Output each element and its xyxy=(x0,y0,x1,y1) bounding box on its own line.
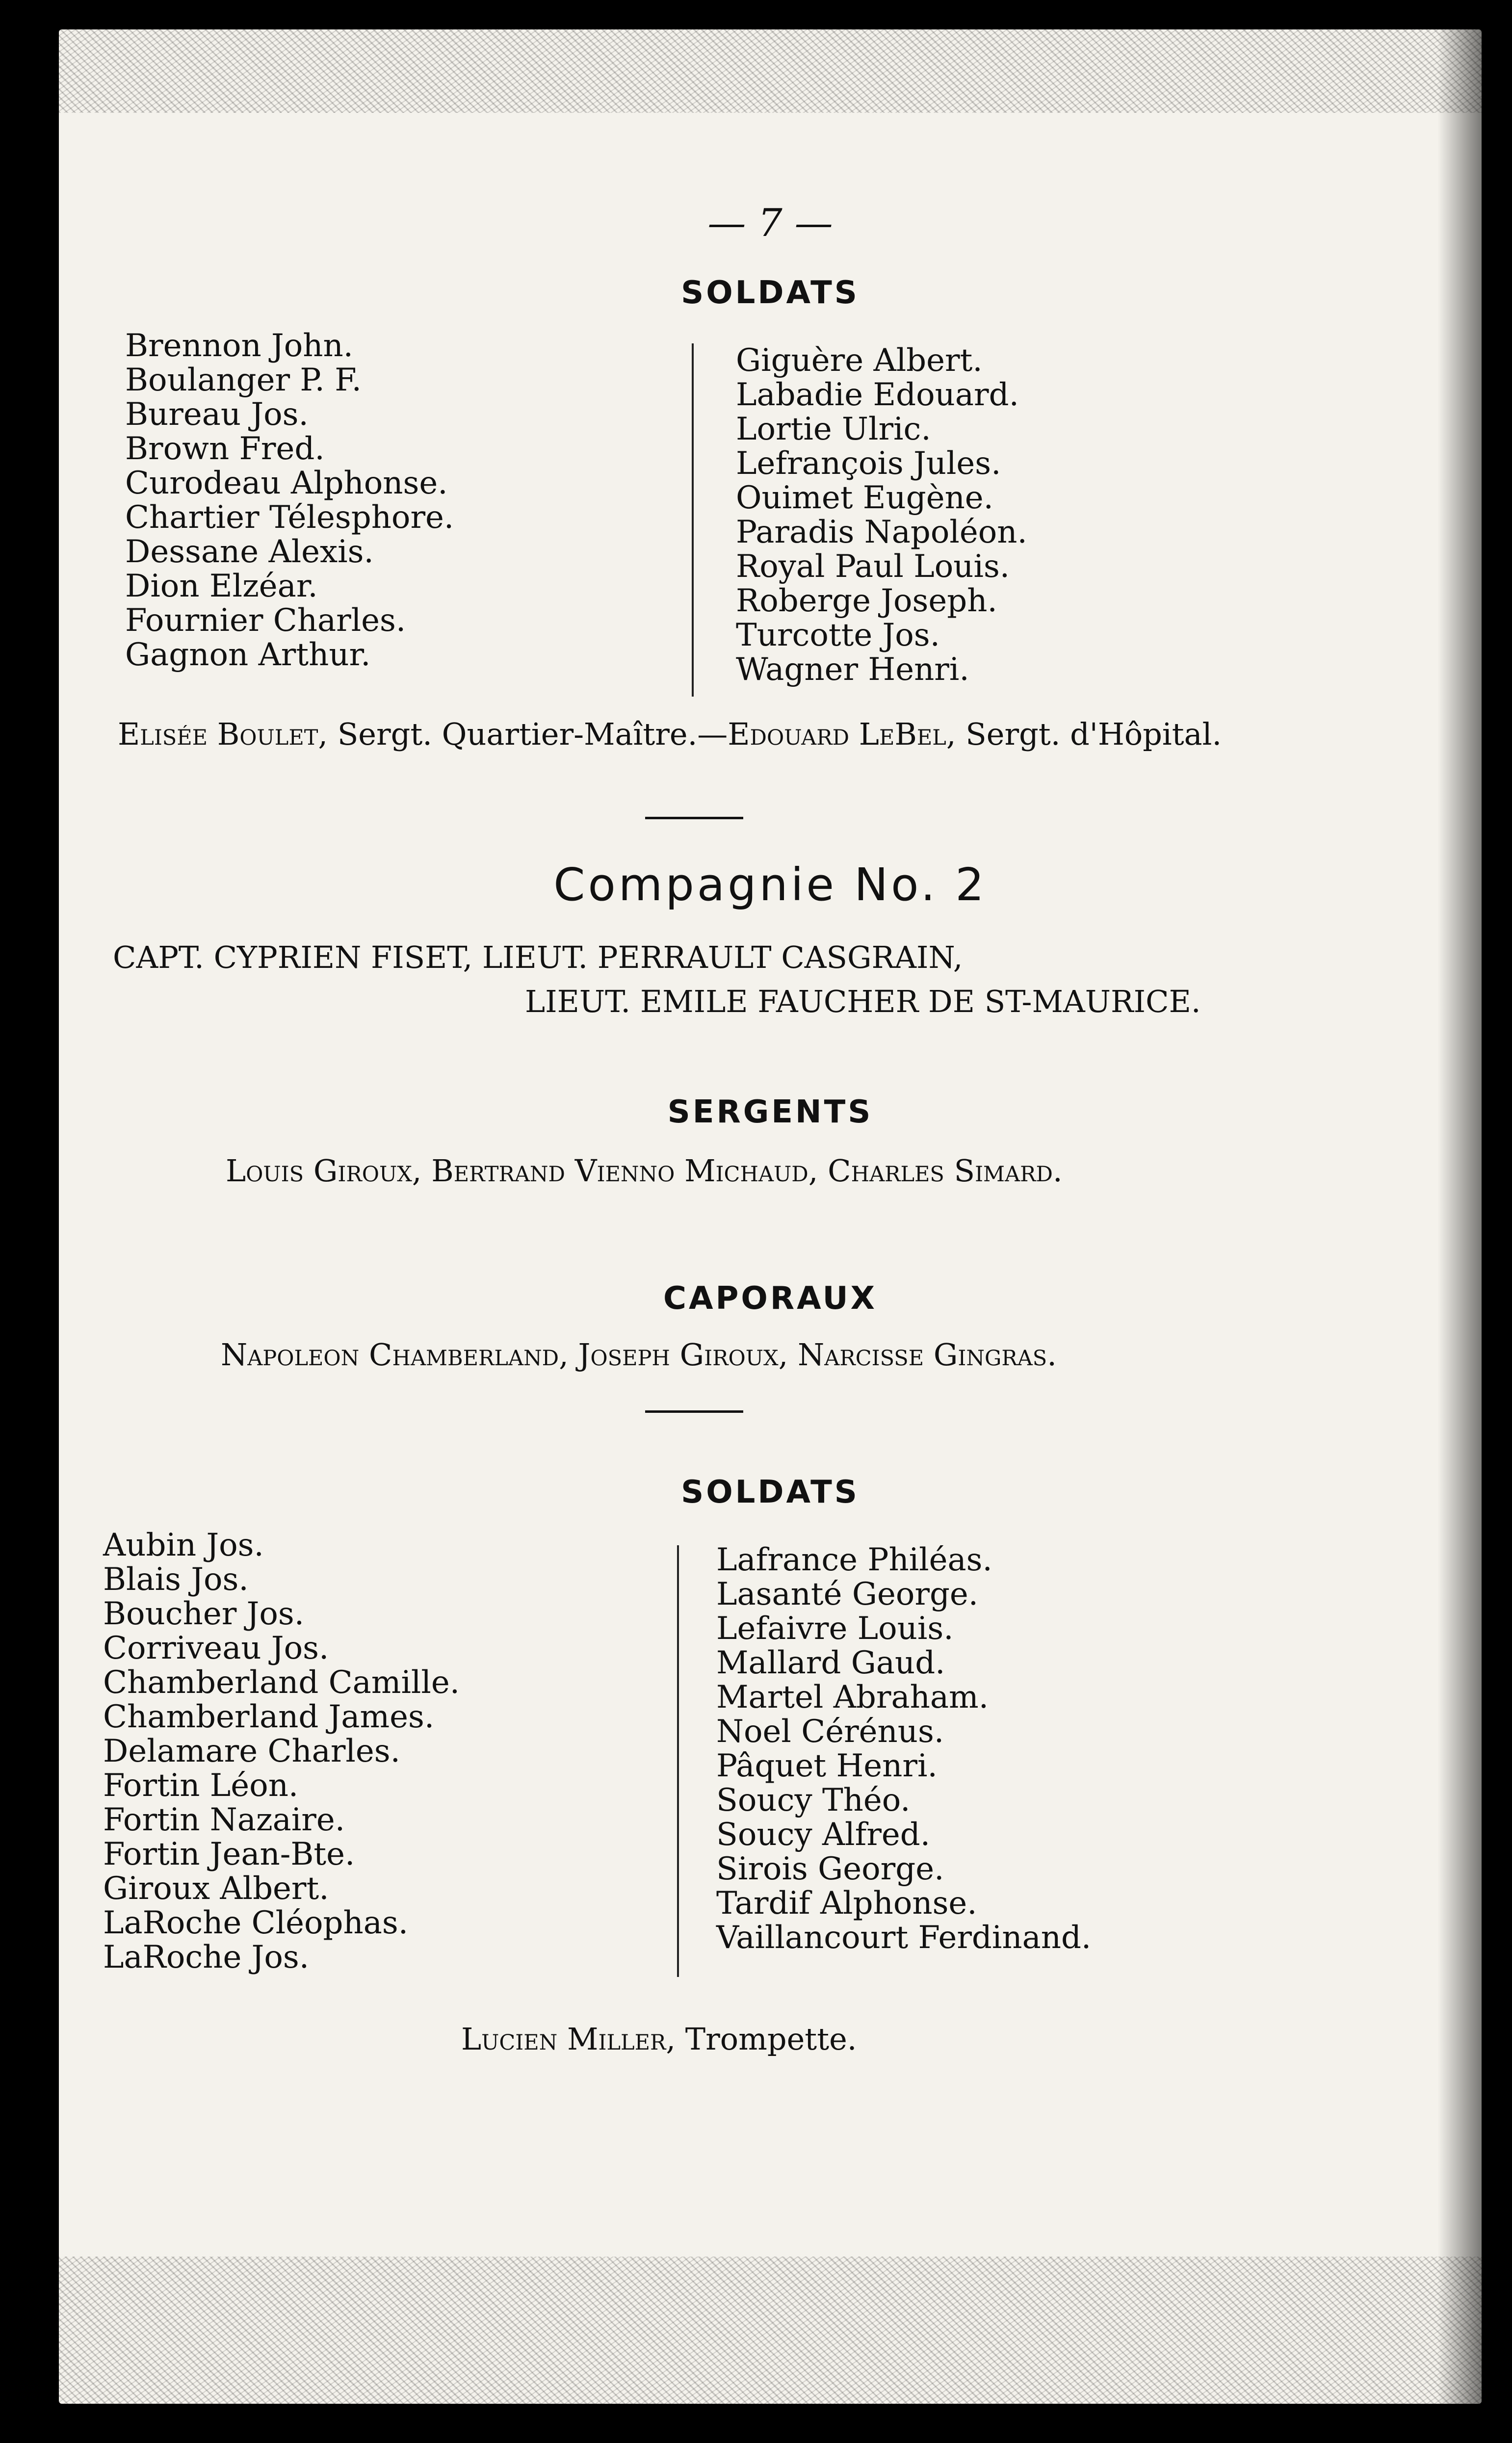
list-item: Chamberland James. xyxy=(103,1699,435,1735)
caporaux-names: Napoleon Chamberland, Joseph Giroux, Narcisse Gingras. xyxy=(221,1337,1057,1373)
list-item: Mallard Gaud. xyxy=(716,1645,945,1681)
footer-name: Lucien Miller xyxy=(461,2021,666,2057)
officers-line-1: CAPT. CYPRIEN FISET, LIEUT. PERRAULT CASGRAIN, xyxy=(113,939,963,975)
list-item: Boulanger P. F. xyxy=(125,362,362,398)
list-item: LaRoche Cléophas. xyxy=(103,1905,409,1941)
scan-noise-top xyxy=(59,29,1482,113)
list-item: Ouimet Eugène. xyxy=(736,480,993,516)
footer-rank-2: , Sergt. d'Hôpital. xyxy=(946,716,1222,752)
footer-name-2: Edouard LeBel xyxy=(728,716,946,752)
footer-name-1: Elisée Boulet xyxy=(118,716,318,752)
list-item: Blais Jos. xyxy=(103,1561,249,1598)
officers-line-2: LIEUT. EMILE FAUCHER DE ST-MAURICE. xyxy=(525,984,1201,1019)
page-number: — 7 — xyxy=(707,201,833,245)
soldats-heading-1: SOLDATS xyxy=(681,275,860,311)
list-item: LaRoche Jos. xyxy=(103,1939,310,1975)
list-item: Martel Abraham. xyxy=(716,1679,989,1715)
list-item: Labadie Edouard. xyxy=(736,377,1019,413)
list-item: Wagner Henri. xyxy=(736,651,969,688)
list-item: Sirois George. xyxy=(716,1851,944,1887)
list-item: Giroux Albert. xyxy=(103,1871,329,1907)
list-item: Aubin Jos. xyxy=(103,1527,264,1563)
list-item: Turcotte Jos. xyxy=(736,617,940,653)
list-item: Fortin Nazaire. xyxy=(103,1802,345,1838)
list-item: Giguère Albert. xyxy=(736,342,983,379)
list-item: Chartier Télesphore. xyxy=(125,499,454,536)
scan-noise-bottom xyxy=(59,2257,1482,2404)
soldats-heading-2: SOLDATS xyxy=(681,1474,860,1510)
sergents-names: Louis Giroux, Bertrand Vienno Michaud, Charles Simard. xyxy=(226,1153,1063,1189)
list-item: Delamare Charles. xyxy=(103,1733,400,1769)
list-item: Lasanté George. xyxy=(716,1576,979,1612)
footer-rank-1: , Sergt. Quartier-Maître.— xyxy=(318,716,728,752)
list-item: Soucy Alfred. xyxy=(716,1817,931,1853)
list-item: Soucy Théo. xyxy=(716,1782,911,1819)
list-item: Chamberland Camille. xyxy=(103,1664,460,1701)
list-item: Brown Fred. xyxy=(125,431,325,467)
list-item: Corriveau Jos. xyxy=(103,1630,329,1666)
column-divider-2 xyxy=(677,1545,679,1977)
list-item: Noel Cérénus. xyxy=(716,1714,944,1750)
footer-rank: , Trompette. xyxy=(666,2021,857,2057)
list-item: Vaillancourt Ferdinand. xyxy=(716,1920,1092,1956)
list-item: Fortin Jean-Bte. xyxy=(103,1836,355,1872)
scan-edge-shadow xyxy=(1437,29,1482,2404)
soldats-list-2-left xyxy=(103,1528,460,1975)
list-item: Lafrance Philéas. xyxy=(716,1542,992,1578)
list-item: Lefaivre Louis. xyxy=(716,1611,954,1647)
list-item: Lortie Ulric. xyxy=(736,411,931,447)
list-item: Pâquet Henri. xyxy=(716,1748,938,1784)
soldats-list-2-right xyxy=(716,1543,1091,1955)
caporaux-heading: CAPORAUX xyxy=(663,1280,877,1317)
document-page xyxy=(59,29,1482,2404)
company-title: Compagnie No. 2 xyxy=(553,858,987,911)
list-item: Paradis Napoléon. xyxy=(736,514,1027,550)
list-item: Fournier Charles. xyxy=(125,602,406,639)
list-item: Royal Paul Louis. xyxy=(736,548,1010,585)
list-item: Brennon John. xyxy=(125,328,353,364)
soldats-list-1-right xyxy=(736,343,1027,687)
list-item: Lefrançois Jules. xyxy=(736,445,1001,482)
list-item: Dessane Alexis. xyxy=(125,534,374,570)
section1-footer xyxy=(118,716,1222,752)
list-item: Curodeau Alphonse. xyxy=(125,465,448,501)
soldats-list-1-left xyxy=(125,329,454,672)
list-item: Tardif Alphonse. xyxy=(716,1885,977,1922)
sergents-heading: SERGENTS xyxy=(667,1094,873,1130)
list-item: Gagnon Arthur. xyxy=(125,637,371,673)
list-item: Roberge Joseph. xyxy=(736,583,997,619)
column-divider-1 xyxy=(692,343,694,697)
divider-rule xyxy=(645,1410,743,1413)
list-item: Boucher Jos. xyxy=(103,1596,305,1632)
list-item: Bureau Jos. xyxy=(125,396,309,433)
list-item: Fortin Léon. xyxy=(103,1767,299,1804)
divider-rule xyxy=(645,817,743,819)
section2-footer xyxy=(461,2021,857,2057)
list-item: Dion Elzéar. xyxy=(125,568,318,604)
